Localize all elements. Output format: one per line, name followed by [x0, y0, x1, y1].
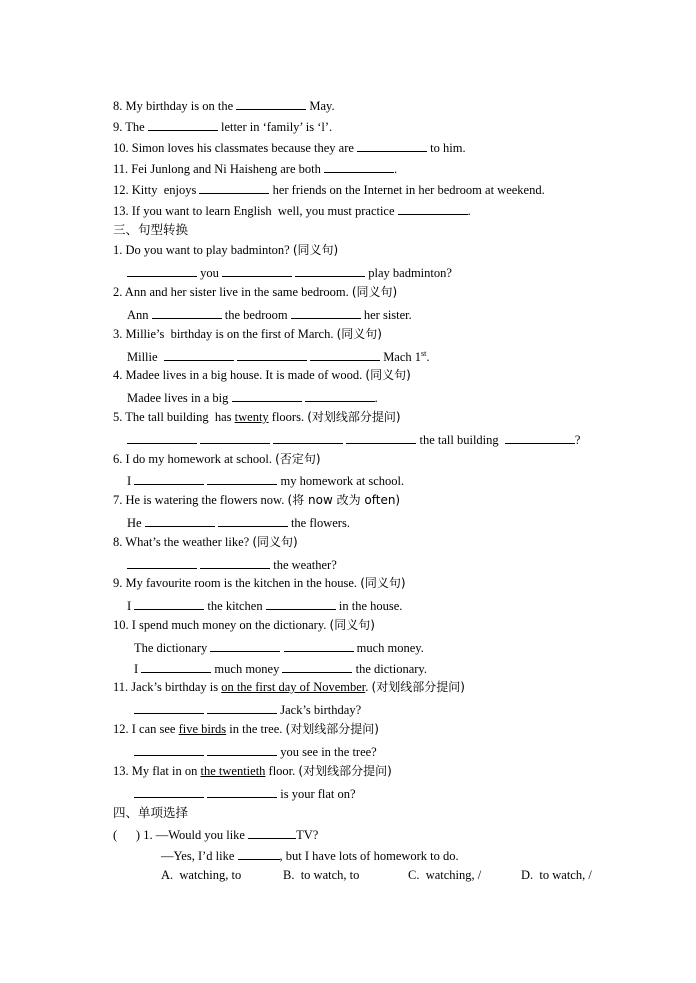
- underlined-text: five birds: [178, 722, 227, 736]
- answer-blank[interactable]: [127, 556, 197, 569]
- answer-blank[interactable]: [207, 701, 277, 714]
- instruction-note: (将 now 改为 often): [287, 493, 401, 507]
- answer-text: I: [134, 662, 142, 676]
- answer-blank[interactable]: [145, 514, 215, 527]
- question-text: letter in ‘family’ is ‘l’.: [217, 120, 333, 134]
- instruction-note: (对划线部分提问): [307, 410, 401, 424]
- answer-text: I: [127, 474, 135, 488]
- answer-blank[interactable]: [207, 743, 277, 756]
- answer-line: [134, 639, 424, 656]
- answer-blank[interactable]: [207, 785, 277, 798]
- transform-question-13: [113, 764, 392, 779]
- answer-line: [134, 743, 377, 760]
- answer-blank[interactable]: [134, 701, 204, 714]
- answer-line: [127, 597, 402, 614]
- question-text: 9. My favourite room is the kitchen in the house.: [113, 576, 361, 590]
- transform-question-12: [113, 722, 379, 737]
- question-text: to him.: [427, 141, 466, 155]
- answer-blank[interactable]: [199, 181, 269, 194]
- question-text: in the tree.: [226, 722, 286, 736]
- instruction-note: (同义句): [292, 243, 339, 257]
- question-text: 12. I can see: [113, 722, 179, 736]
- answer-line: [127, 348, 430, 365]
- choice-question-reply: [161, 847, 459, 864]
- question-text: 3. Millie’s birthday is on the first of March.: [113, 327, 337, 341]
- answer-text: is your flat on?: [277, 787, 356, 801]
- option-a[interactable]: A. watching, to: [161, 868, 242, 882]
- answer-blank[interactable]: [207, 472, 277, 485]
- transform-question-7: [113, 493, 400, 508]
- question-text: ( ) 1. —Would you like: [113, 828, 249, 842]
- answer-text: Ann: [127, 308, 152, 322]
- instruction-note: (对划线部分提问): [298, 764, 392, 778]
- answer-blank[interactable]: [357, 139, 427, 152]
- answer-text: The dictionary: [134, 641, 211, 655]
- underlined-text: the twentieth: [200, 764, 266, 778]
- answer-blank[interactable]: [218, 514, 288, 527]
- transform-question-10: [113, 618, 375, 633]
- answer-blank[interactable]: [238, 847, 280, 860]
- answer-text: Jack’s birthday?: [277, 703, 362, 717]
- question-text: 2. Ann and her sister live in the same bedroom.: [113, 285, 352, 299]
- answer-line: [134, 785, 356, 802]
- transform-question-5: [113, 410, 401, 425]
- answer-blank[interactable]: [282, 660, 352, 673]
- answer-blank[interactable]: [148, 118, 218, 131]
- question-text: .: [393, 162, 398, 176]
- question-text: 13. My flat in on: [113, 764, 201, 778]
- instruction-note: (对划线部分提问): [371, 680, 465, 694]
- answer-line: [127, 264, 452, 281]
- answer-text: the kitchen: [204, 599, 266, 613]
- transform-question-9: [113, 576, 406, 591]
- answer-blank[interactable]: [273, 431, 343, 444]
- answer-blank[interactable]: [295, 264, 365, 277]
- fill-question-8: [113, 97, 335, 114]
- question-text: May.: [306, 99, 335, 113]
- answer-text: the bedroom: [221, 308, 291, 322]
- fill-question-10: [113, 139, 466, 156]
- answer-blank[interactable]: [232, 389, 302, 402]
- instruction-note: (同义句): [360, 576, 406, 590]
- question-text: 13. If you want to learn English well, you must practice: [113, 204, 398, 218]
- answer-text: I: [127, 599, 135, 613]
- question-text: floor.: [265, 764, 299, 778]
- answer-blank[interactable]: [200, 431, 270, 444]
- answer-text: play badminton?: [365, 266, 452, 280]
- transform-question-1: [113, 243, 338, 258]
- answer-text: the weather?: [270, 558, 337, 572]
- answer-blank[interactable]: [237, 348, 307, 361]
- question-text: 9. The: [113, 120, 148, 134]
- fill-question-9: [113, 118, 332, 135]
- question-text: 8. What’s the weather like?: [113, 535, 253, 549]
- transform-question-2: [113, 285, 397, 300]
- question-text: floors.: [268, 410, 308, 424]
- answer-blank[interactable]: [236, 97, 306, 110]
- answer-blank[interactable]: [134, 785, 204, 798]
- underlined-text: on the first day of November: [221, 680, 366, 694]
- transform-question-3: [113, 327, 382, 342]
- answer-text: you: [197, 266, 222, 280]
- answer-text: Millie: [127, 350, 164, 364]
- answer-blank[interactable]: [127, 264, 197, 277]
- underlined-text: twenty: [234, 410, 269, 424]
- fill-question-11: [113, 160, 397, 177]
- answer-text: the tall building: [416, 433, 505, 447]
- answer-blank[interactable]: [200, 556, 270, 569]
- option-d[interactable]: D. to watch, /: [521, 868, 592, 882]
- answer-line: [134, 701, 361, 718]
- question-text: 7. He is watering the flowers now.: [113, 493, 288, 507]
- instruction-note: (否定句): [275, 452, 321, 466]
- answer-text: .: [374, 391, 378, 405]
- answer-text: ?: [574, 433, 581, 447]
- fill-question-12: [113, 181, 545, 198]
- answer-line: [127, 431, 580, 448]
- question-text: 10. Simon loves his classmates because they are: [113, 141, 358, 155]
- answer-text: in the house.: [335, 599, 403, 613]
- transform-question-8: [113, 535, 298, 550]
- answer-line: [127, 306, 412, 323]
- answer-blank[interactable]: [127, 431, 197, 444]
- ordinal-suffix: st: [421, 348, 427, 358]
- answer-text: .: [426, 350, 430, 364]
- question-text: —Yes, I’d like: [161, 849, 238, 863]
- answer-blank[interactable]: [266, 597, 336, 610]
- choice-question-1: [113, 826, 318, 843]
- answer-blank[interactable]: [152, 306, 222, 319]
- instruction-note: (同义句): [351, 285, 398, 299]
- instruction-note: (同义句): [329, 618, 375, 632]
- answer-line: [127, 472, 404, 489]
- option-b[interactable]: B. to watch, to: [283, 868, 360, 882]
- answer-blank[interactable]: [248, 826, 296, 839]
- question-text: 5. The tall building has: [113, 410, 235, 424]
- question-text: 11. Fei Junlong and Ni Haisheng are both: [113, 162, 324, 176]
- answer-text: Madee lives in a big: [127, 391, 232, 405]
- answer-line: [127, 389, 378, 406]
- answer-blank[interactable]: [134, 597, 204, 610]
- answer-blank[interactable]: [505, 431, 575, 444]
- instruction-note: (同义句): [252, 535, 298, 549]
- answer-blank[interactable]: [398, 202, 468, 215]
- instruction-note: (同义句): [365, 368, 411, 382]
- question-text: 10. I spend much money on the dictionary.: [113, 618, 330, 632]
- answer-text: the flowers.: [287, 516, 350, 530]
- question-text: 12. Kitty enjoys: [113, 183, 200, 197]
- answer-blank[interactable]: [284, 639, 354, 652]
- answer-blank[interactable]: [305, 389, 375, 402]
- question-text: her friends on the Internet in her bedroom at weekend.: [269, 183, 545, 197]
- answer-line: [134, 660, 427, 677]
- question-text: , but I have lots of homework to do.: [279, 849, 459, 863]
- transform-question-6: [113, 452, 321, 467]
- answer-blank[interactable]: [310, 348, 380, 361]
- question-text: .: [467, 204, 471, 218]
- answer-line: [127, 556, 337, 573]
- answer-blank[interactable]: [134, 743, 204, 756]
- question-text: 1. Do you want to play badminton?: [113, 243, 293, 257]
- answer-text: the dictionary.: [352, 662, 427, 676]
- answer-text: Mach 1: [380, 350, 422, 364]
- answer-text: her sister.: [360, 308, 412, 322]
- answer-blank[interactable]: [210, 639, 280, 652]
- transform-question-11: [113, 680, 465, 695]
- transform-question-4: [113, 368, 411, 383]
- answer-text: you see in the tree?: [277, 745, 377, 759]
- answer-blank[interactable]: [291, 306, 361, 319]
- answer-blank[interactable]: [346, 431, 416, 444]
- answer-text: much money.: [353, 641, 424, 655]
- answer-blank[interactable]: [134, 472, 204, 485]
- question-text: .: [365, 680, 372, 694]
- instruction-note: (同义句): [336, 327, 382, 341]
- question-text: 11. Jack’s birthday is: [113, 680, 222, 694]
- answer-text: much money: [211, 662, 283, 676]
- answer-blank[interactable]: [222, 264, 292, 277]
- fill-question-13: [113, 202, 471, 219]
- instruction-note: (对划线部分提问): [285, 722, 379, 736]
- question-text: 4. Madee lives in a big house. It is made of wood.: [113, 368, 366, 382]
- answer-text: my homework at school.: [277, 474, 405, 488]
- answer-blank[interactable]: [141, 660, 211, 673]
- section-heading: 三、句型转换: [113, 222, 189, 237]
- answer-text: He: [127, 516, 145, 530]
- answer-blank[interactable]: [324, 160, 394, 173]
- section-heading: 四、单项选择: [113, 805, 189, 820]
- answer-line: [127, 514, 350, 531]
- answer-blank[interactable]: [164, 348, 234, 361]
- question-text: 6. I do my homework at school.: [113, 452, 276, 466]
- question-text: 8. My birthday is on the: [113, 99, 237, 113]
- option-c[interactable]: C. watching, /: [408, 868, 482, 882]
- question-text: TV?: [296, 828, 319, 842]
